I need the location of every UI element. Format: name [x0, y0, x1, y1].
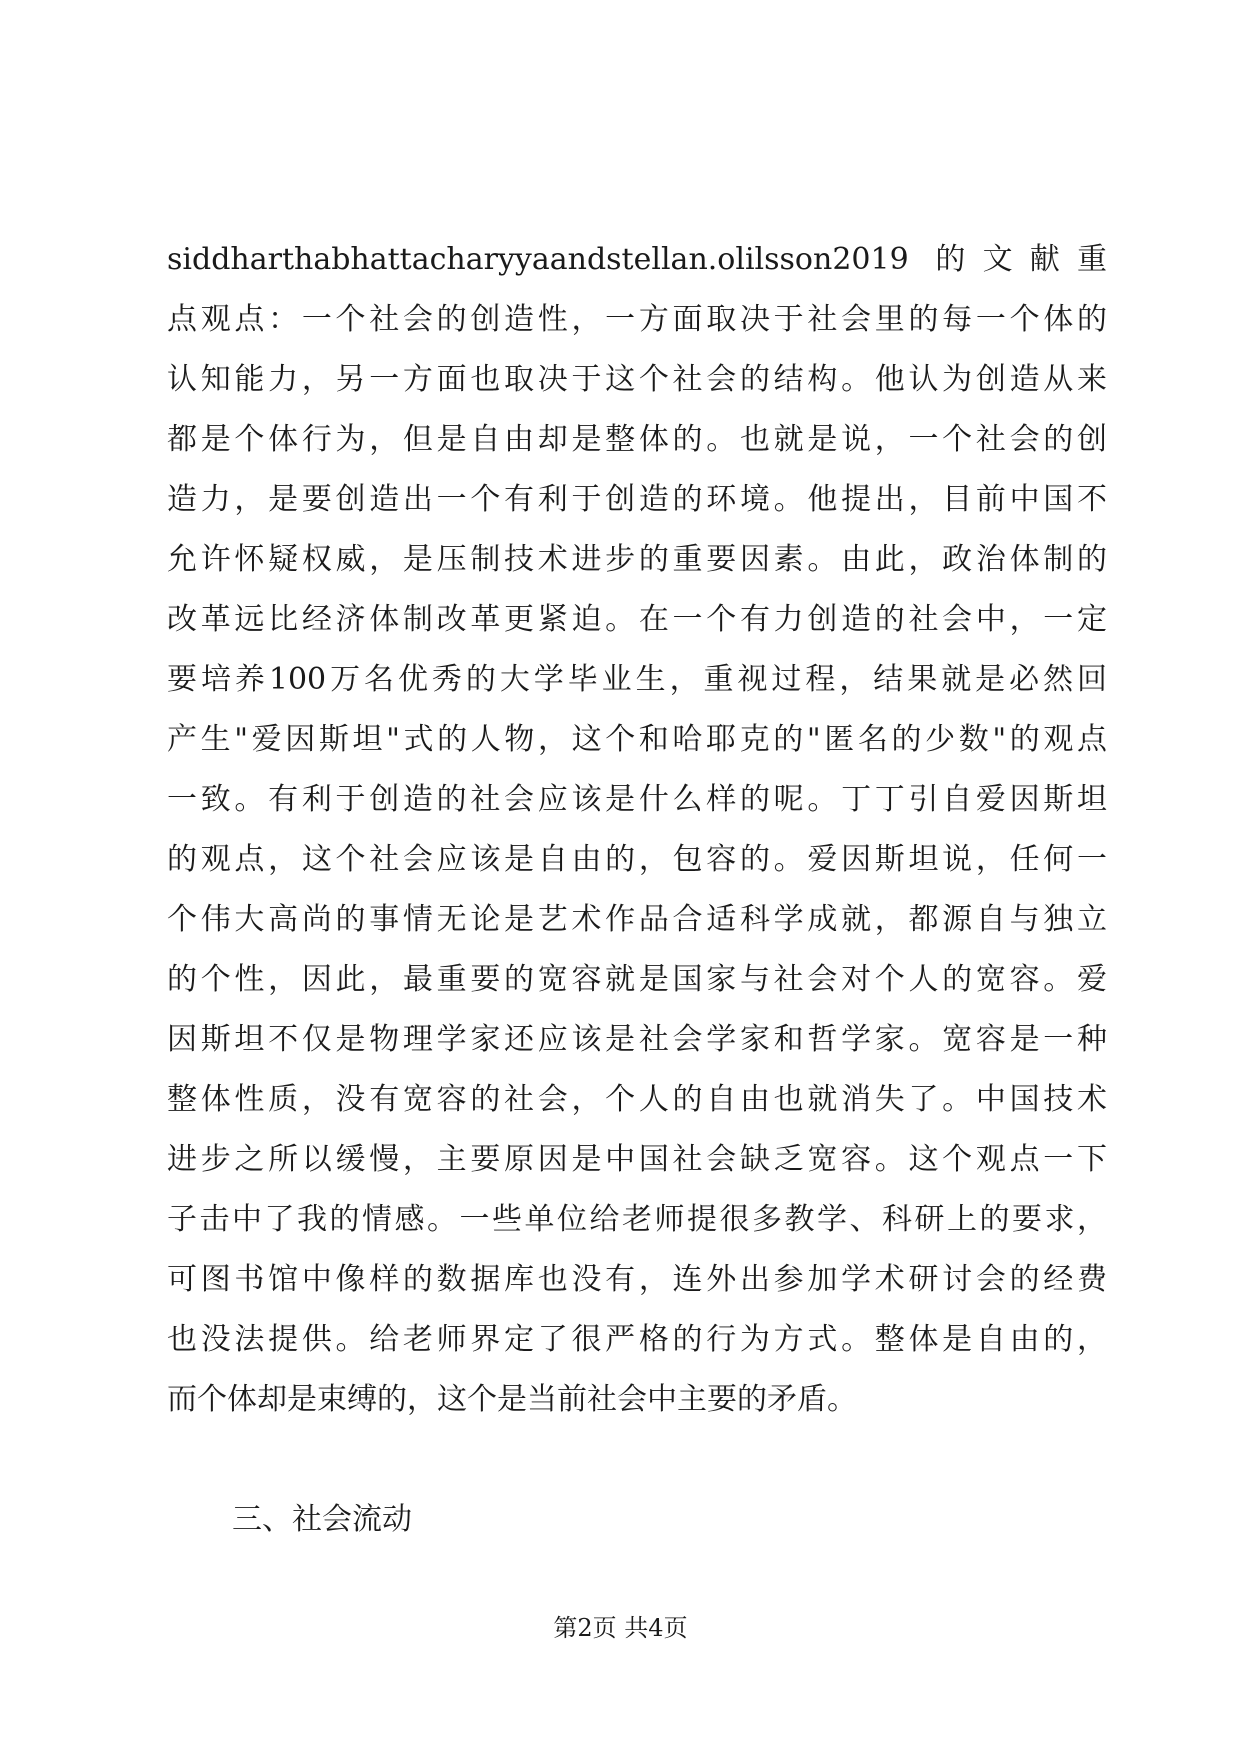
text-line: 改革远比经济体制改革更紧迫。在一个有力创造的社会中，一定: [167, 602, 1107, 637]
text-line: 认知能力，另一方面也取决于这个社会的结构。他认为创造从来: [167, 362, 1107, 397]
text-line: 都是个体行为，但是自由却是整体的。也就是说，一个社会的创: [167, 422, 1107, 457]
section-heading: 三、社会流动: [232, 1502, 412, 1537]
text-line: siddharthabhattacharyyaandstellan.olilsson2019 的文献重: [167, 242, 1107, 277]
text-line: 因斯坦不仅是物理学家还应该是社会学家和哲学家。宽容是一种: [167, 1022, 1107, 1057]
text-line: 造力，是要创造出一个有利于创造的环境。他提出，目前中国不: [167, 482, 1107, 517]
text-line: 可图书馆中像样的数据库也没有，连外出参加学术研讨会的经费: [167, 1262, 1107, 1297]
text-line: 产生"爱因斯坦"式的人物，这个和哈耶克的"匿名的少数"的观点: [167, 722, 1107, 757]
text-line: 而个体却是束缚的，这个是当前社会中主要的矛盾。: [167, 1382, 857, 1417]
page-number-footer: 第2页 共4页: [553, 1614, 688, 1642]
text-line: 允许怀疑权威，是压制技术进步的重要因素。由此，政治体制的: [167, 542, 1107, 577]
text-line: 的观点，这个社会应该是自由的，包容的。爱因斯坦说，任何一: [167, 842, 1107, 877]
text-line: 整体性质，没有宽容的社会，个人的自由也就消失了。中国技术: [167, 1082, 1107, 1117]
text-line: 进步之所以缓慢，主要原因是中国社会缺乏宽容。这个观点一下: [167, 1142, 1107, 1177]
text-line: 一致。有利于创造的社会应该是什么样的呢。丁丁引自爱因斯坦: [167, 782, 1107, 817]
text-line: 点观点：一个社会的创造性，一方面取决于社会里的每一个体的: [167, 302, 1107, 337]
text-line: 的个性，因此，最重要的宽容就是国家与社会对个人的宽容。爱: [167, 962, 1107, 997]
text-line: 个伟大高尚的事情无论是艺术作品合适科学成就，都源自与独立: [167, 902, 1107, 937]
text-line: 也没法提供。给老师界定了很严格的行为方式。整体是自由的，: [167, 1322, 1107, 1357]
text-line: 要培养100万名优秀的大学毕业生，重视过程，结果就是必然回: [167, 662, 1107, 697]
body-paragraph: [167, 230, 1107, 1430]
text-line: 子击中了我的情感。一些单位给老师提很多教学、科研上的要求，: [167, 1202, 1107, 1237]
